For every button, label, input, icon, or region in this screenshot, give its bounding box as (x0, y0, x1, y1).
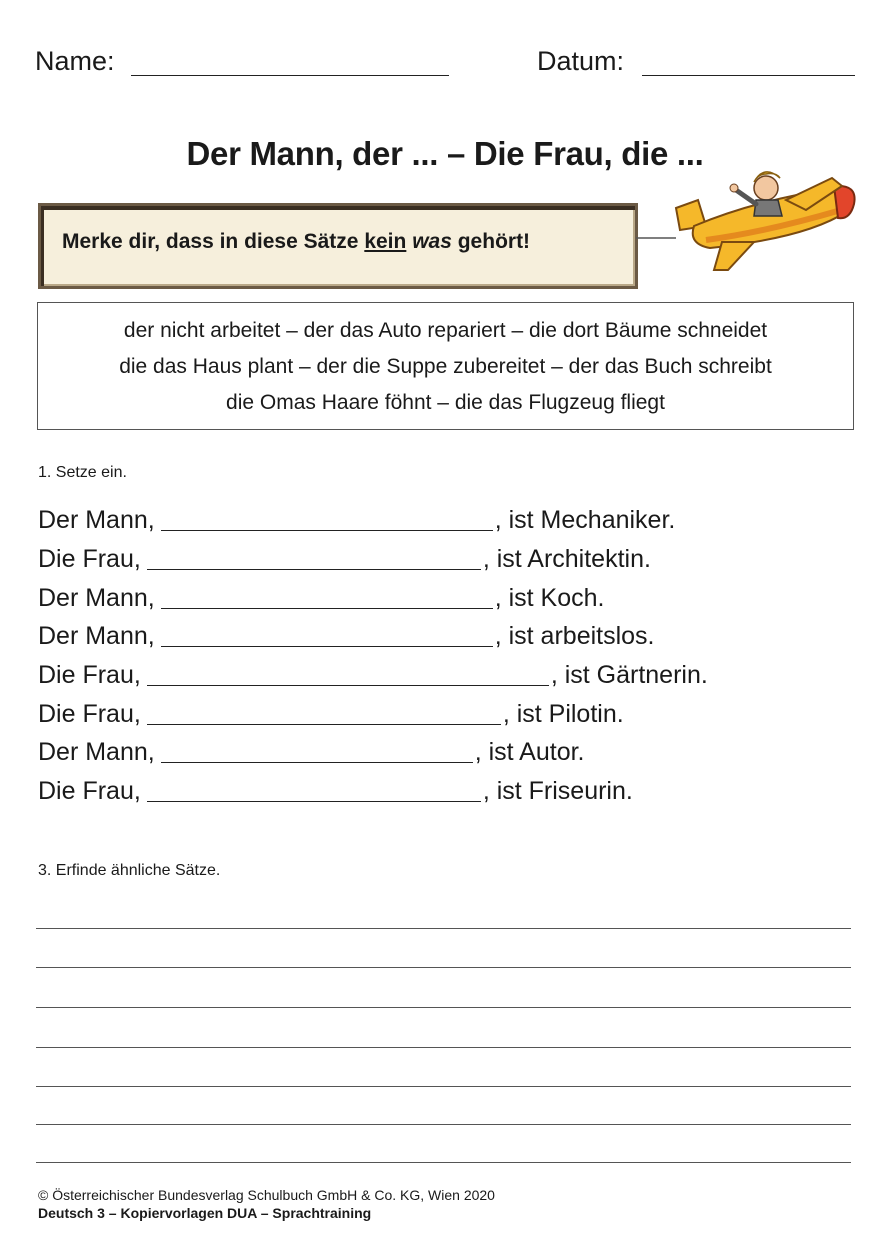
sentence-start: Die Frau, (38, 700, 141, 728)
answer-blank[interactable] (161, 586, 493, 609)
answer-blank[interactable] (161, 624, 493, 647)
writing-line[interactable] (36, 1086, 851, 1087)
sentence-start: Der Mann, (38, 506, 155, 534)
sentence-end: , ist Gärtnerin. (550, 661, 708, 689)
task-3-instruction: 3. Erfinde ähnliche Sätze. (38, 862, 221, 879)
sentence-end: , ist Autor. (474, 738, 585, 766)
footer-series: Deutsch 3 – Kopiervorlagen DUA – Sprachtraining (38, 1205, 372, 1221)
answer-blank[interactable] (147, 779, 481, 802)
word-box-line-1: der nicht arbeitet – der das Auto repariert – die dort Bäume schneidet (123, 319, 768, 342)
writing-line[interactable] (36, 1162, 851, 1163)
writing-line[interactable] (36, 967, 851, 968)
sentence-row (38, 545, 651, 574)
footer-copyright: © Österreichischer Bundesverlag Schulbuch GmbH & Co. KG, Wien 2020 (38, 1187, 495, 1203)
date-field-line[interactable] (642, 75, 855, 76)
writing-line[interactable] (36, 928, 851, 929)
answer-blank[interactable] (147, 547, 481, 570)
sentence-start: Die Frau, (38, 777, 141, 805)
worksheet-title: Der Mann, der ... – Die Frau, die ... (186, 135, 704, 172)
sentence-row (38, 777, 633, 806)
notice-underlined-word: kein (364, 230, 407, 253)
sentence-end: , ist Friseurin. (482, 777, 633, 805)
sentence-end: , ist Architektin. (482, 545, 651, 573)
sentence-end: , ist Koch. (494, 584, 605, 612)
sentence-end: , ist Pilotin. (502, 700, 624, 728)
notice-italic-word: was (412, 230, 452, 253)
sentence-start: Der Mann, (38, 584, 155, 612)
sentence-row (38, 506, 675, 535)
sentence-start: Der Mann, (38, 622, 155, 650)
notice-before: Merke dir, dass in diese Sätze (62, 230, 365, 253)
task-1-instruction: 1. Setze ein. (38, 464, 127, 481)
answer-blank[interactable] (161, 508, 493, 531)
writing-line[interactable] (36, 1124, 851, 1125)
sentence-start: Der Mann, (38, 738, 155, 766)
writing-line[interactable] (36, 1047, 851, 1048)
sentence-row (38, 738, 585, 767)
sentence-row (38, 700, 624, 729)
sentence-start: Die Frau, (38, 661, 141, 689)
name-field-line[interactable] (131, 75, 449, 76)
answer-blank[interactable] (147, 663, 549, 686)
word-box-line-3: die Omas Haare föhnt – die das Flugzeug fliegt (226, 391, 665, 414)
sentence-start: Die Frau, (38, 545, 141, 573)
sentence-end: , ist arbeitslos. (494, 622, 655, 650)
notice-text (62, 230, 530, 254)
notice-after: gehört! (457, 230, 531, 253)
answer-blank[interactable] (147, 702, 501, 725)
sentence-row (38, 622, 655, 651)
answer-blank[interactable] (161, 740, 473, 763)
writing-line[interactable] (36, 1007, 851, 1008)
sentence-row (38, 661, 708, 690)
word-box-line-2: die das Haus plant – der die Suppe zubereitet – der das Buch schreibt (119, 355, 772, 378)
name-label: Name: (35, 46, 115, 76)
date-label: Datum: (537, 46, 625, 76)
airplane-pilot-illustration (636, 160, 858, 278)
sentence-row (38, 584, 604, 613)
sentence-end: , ist Mechaniker. (494, 506, 676, 534)
